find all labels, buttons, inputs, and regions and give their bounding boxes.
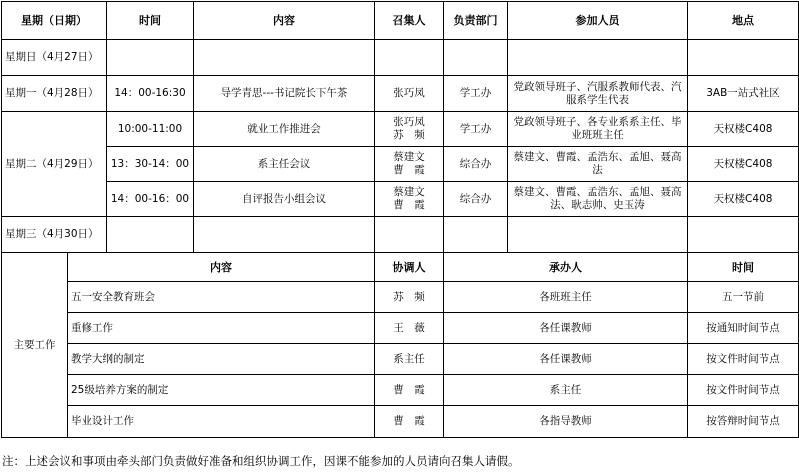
work-header-content: 内容 [68, 253, 375, 282]
meeting-participants: 蔡建文、曹霞、孟浩东、孟旭、聂高法、耿志帅、史玉涛 [508, 182, 688, 217]
meeting-time: 10:00-11:00 [107, 112, 194, 147]
meeting-dept: 综合办 [444, 147, 508, 182]
meeting-content: 自评报告小组会议 [194, 182, 375, 217]
work-content: 毕业设计工作 [68, 406, 375, 438]
work-organizer: 各班班主任 [444, 282, 688, 313]
work-coordinator: 曹 霞 [375, 406, 444, 438]
work-coordinator: 王 薇 [375, 313, 444, 344]
work-content: 重修工作 [68, 313, 375, 344]
header-dept: 负责部门 [444, 2, 508, 40]
work-organizer: 各任课教师 [444, 313, 688, 344]
work-coordinator: 苏 频 [375, 282, 444, 313]
header-day: 星期（日期） [2, 2, 107, 40]
meeting-content: 就业工作推进会 [194, 112, 375, 147]
work-organizer: 各指导教师 [444, 406, 688, 438]
convener-name: 张巧凤 [393, 116, 425, 128]
day-wednesday: 星期三（4月30日） [2, 217, 107, 253]
header-participants: 参加人员 [508, 2, 688, 40]
work-coordinator: 曹 霞 [375, 375, 444, 406]
meeting-time: 13：30-14：00 [107, 147, 194, 182]
schedule-header-row [2, 2, 799, 40]
meeting-dept: 综合办 [444, 182, 508, 217]
table-row [2, 40, 799, 76]
work-organizer: 系主任 [444, 375, 688, 406]
header-location: 地点 [688, 2, 799, 40]
work-time: 五一节前 [688, 282, 799, 313]
meeting-convener [375, 147, 444, 182]
footnote: 注：上述会议和事项由牵头部门负责做好准备和组织协调工作，因课不能参加的人员请向召集人请假。 [2, 454, 520, 468]
work-header-time: 时间 [688, 253, 799, 282]
table-row [2, 282, 799, 313]
table-row [2, 217, 799, 253]
meeting-convener [375, 112, 444, 147]
convener-name: 蔡建文 [393, 186, 425, 198]
day-monday: 星期一（4月28日） [2, 76, 107, 112]
table-row [2, 375, 799, 406]
work-header-coordinator: 协调人 [375, 253, 444, 282]
work-section-label: 主要工作 [2, 253, 68, 438]
table-row [2, 313, 799, 344]
convener-name: 曹 霞 [393, 164, 425, 176]
table-row [2, 147, 799, 182]
work-content: 教学大纲的制定 [68, 344, 375, 375]
meeting-location: 天权楼C408 [688, 147, 799, 182]
table-row [2, 182, 799, 217]
work-time: 按答辩时间节点 [688, 406, 799, 438]
meeting-time: 14：00-16:30 [107, 76, 194, 112]
meeting-content: 导学青思---书记院长下午茶 [194, 76, 375, 112]
header-convener: 召集人 [375, 2, 444, 40]
meeting-convener [375, 182, 444, 217]
meeting-participants: 党政领导班子、汽服系教师代表、汽服系学生代表 [508, 76, 688, 112]
work-organizer: 各任课教师 [444, 344, 688, 375]
table-row [2, 344, 799, 375]
meeting-location: 天权楼C408 [688, 112, 799, 147]
table-row [2, 76, 799, 112]
meeting-dept: 学工办 [444, 112, 508, 147]
meeting-participants: 蔡建文、曹霞、孟浩东、孟旭、聂高法 [508, 147, 688, 182]
table-row [2, 406, 799, 438]
header-time: 时间 [107, 2, 194, 40]
work-time: 按文件时间节点 [688, 375, 799, 406]
work-content: 五一安全教育班会 [68, 282, 375, 313]
day-tuesday: 星期二（4月29日） [2, 112, 107, 217]
work-content: 25级培养方案的制定 [68, 375, 375, 406]
meeting-location: 3AB一站式社区 [688, 76, 799, 112]
convener-name: 苏 频 [393, 129, 425, 141]
meeting-participants: 党政领导班子、各专业系系主任、毕业班班主任 [508, 112, 688, 147]
convener-name: 曹 霞 [393, 199, 425, 211]
meeting-content: 系主任会议 [194, 147, 375, 182]
work-coordinator: 系主任 [375, 344, 444, 375]
work-time: 按通知时间节点 [688, 313, 799, 344]
table-row [2, 112, 799, 147]
convener-name: 蔡建文 [393, 151, 425, 163]
work-header-row [2, 253, 799, 282]
day-sunday: 星期日（4月27日） [2, 40, 107, 76]
meeting-location: 天权楼C408 [688, 182, 799, 217]
convener-name: 张巧凤 [393, 87, 425, 99]
header-content: 内容 [194, 2, 375, 40]
work-header-organizer: 承办人 [444, 253, 688, 282]
meeting-dept: 学工办 [444, 76, 508, 112]
meeting-time: 14：00-16：00 [107, 182, 194, 217]
meeting-convener [375, 76, 444, 112]
weekly-schedule-table [1, 1, 799, 438]
work-time: 按文件时间节点 [688, 344, 799, 375]
